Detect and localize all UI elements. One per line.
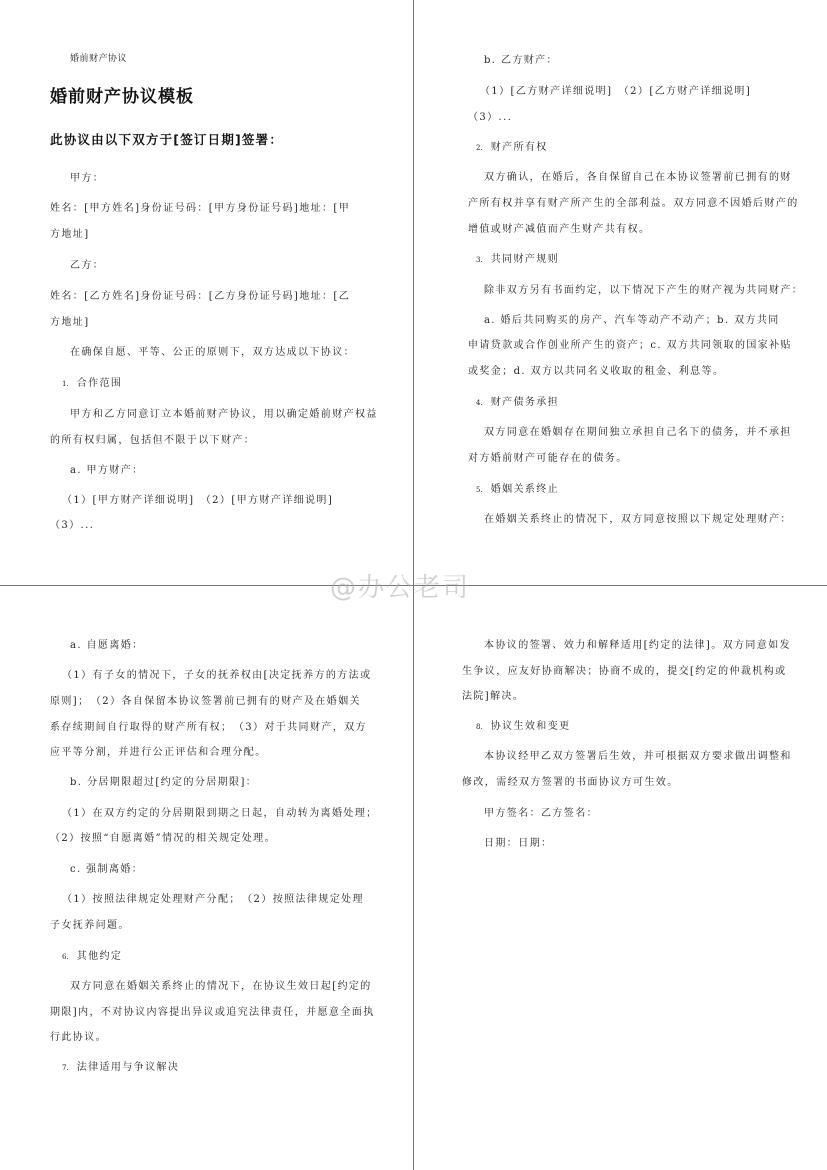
document-title: 婚前财产协议模板 bbox=[50, 87, 194, 107]
section-title: 财产债务承担 bbox=[490, 397, 560, 408]
party-a-info-line1: 姓名：[甲方姓名]身份证号码：[甲方身份证号码]地址：[甲 bbox=[50, 203, 351, 214]
party-b-label: 乙方： bbox=[70, 260, 105, 271]
paragraph-line: 双方同意在婚姻存在期间独立承担自己名下的债务，并不承担 bbox=[484, 427, 792, 438]
list-item: （1）有子女的情况下，子女的抚养权由[决定抚养方的方法或 bbox=[62, 670, 372, 681]
date-line: 日期：日期： bbox=[484, 838, 553, 849]
list-label: b. 乙方财产： bbox=[484, 55, 558, 66]
list-item: （1）按照法律规定处理财产分配； （2）按照法律规定处理 bbox=[62, 894, 364, 905]
section-title: 法律适用与争议解决 bbox=[76, 1062, 180, 1073]
section-heading bbox=[62, 947, 122, 962]
section-title: 其他约定 bbox=[76, 951, 123, 962]
intro-paragraph: 在确保自愿、平等、公正的原则下，双方达成以下协议： bbox=[70, 347, 355, 358]
paragraph-line: 在婚姻关系终止的情况下，双方同意按照以下规定处理财产： bbox=[484, 514, 792, 525]
section-title: 婚姻关系终止 bbox=[490, 484, 560, 495]
page-1 bbox=[0, 0, 413, 584]
paragraph-line: 的所有权归属，包括但不限于以下财产： bbox=[50, 435, 256, 446]
list-label: a. 甲方财产： bbox=[70, 465, 144, 476]
party-b-info-line2: 方地址] bbox=[50, 317, 90, 328]
list-item: 系存续期间自行取得的财产所有权； （3）对于共同财产，双方 bbox=[50, 722, 367, 733]
paragraph-line: 期限]内，不对协议内容提出异议或追究法律责任，并愿意全面执 bbox=[50, 1007, 375, 1018]
section-number: 7. bbox=[62, 1064, 69, 1072]
party-a-label: 甲方： bbox=[70, 173, 105, 184]
list-item: （1）[甲方财产详细说明] （2）[甲方财产详细说明] bbox=[62, 495, 334, 506]
watermark: @办公老司 bbox=[330, 573, 471, 603]
list-item: 原则]； （2）各自保留本协议签署前已拥有的财产及在婚姻关 bbox=[50, 696, 361, 707]
paragraph-line: 对方婚前财产可能存在的债务。 bbox=[468, 453, 628, 464]
document-subtitle: 此协议由以下双方于[签订日期]签署： bbox=[50, 132, 284, 147]
list-item: （1）[乙方财产详细说明] （2）[乙方财产详细说明] bbox=[480, 86, 752, 97]
paragraph-line: 行此协议。 bbox=[50, 1032, 107, 1043]
page-2 bbox=[414, 0, 827, 584]
paragraph-line: 增值或财产减值而产生财产共有权。 bbox=[468, 224, 651, 235]
list-item: （1）在双方约定的分居期限到期之日起，自动转为离婚处理； bbox=[62, 808, 378, 819]
list-label: c. 强制离婚： bbox=[70, 864, 144, 875]
section-number: 1. bbox=[62, 380, 69, 388]
section-title: 协议生效和变更 bbox=[490, 721, 571, 732]
section-heading bbox=[62, 1058, 179, 1073]
list-item: 子女抚养问题。 bbox=[50, 920, 130, 931]
section-heading bbox=[476, 138, 548, 153]
paragraph-line: 修改，需经双方签署的书面协议方可生效。 bbox=[462, 777, 679, 788]
page-header: 婚前财产协议 bbox=[70, 54, 128, 64]
section-heading bbox=[476, 393, 559, 408]
paragraph-line: a. 婚后共同购买的房产、汽车等动产不动产；b. 双方共同 bbox=[484, 315, 780, 326]
paragraph-line: 申请贷款或合作创业所产生的资产；c. 双方共同领取的国家补贴 bbox=[468, 340, 792, 351]
section-title: 财产所有权 bbox=[490, 142, 548, 153]
paragraph-line: 或奖金；d. 双方以共同名义收取的租金、利息等。 bbox=[468, 366, 725, 377]
paragraph-line: 本协议的签署、效力和解释适用[约定的法律]。双方同意如发 bbox=[484, 640, 792, 651]
paragraph-line: 法院]解决。 bbox=[462, 691, 525, 702]
page-4 bbox=[414, 586, 827, 1170]
party-a-info-line2: 方地址] bbox=[50, 229, 90, 240]
section-number: 3. bbox=[476, 256, 483, 264]
list-item: （3）... bbox=[468, 112, 513, 123]
paragraph-line: 本协议经甲乙双方签署后生效，并可根据双方要求做出调整和 bbox=[484, 751, 792, 762]
paragraph-line: 产所有权并享有财产所产生的全部利益。双方同意不因婚后财产的 bbox=[468, 198, 799, 209]
section-number: 5. bbox=[476, 486, 483, 494]
signature-line: 甲方签名：乙方签名： bbox=[484, 808, 598, 819]
paragraph-line: 双方同意在婚姻关系终止的情况下，在协议生效日起[约定的 bbox=[70, 981, 372, 992]
section-title: 合作范围 bbox=[76, 378, 123, 389]
section-heading bbox=[476, 250, 559, 265]
list-item: 应平等分割，并进行公正评估和合理分配。 bbox=[50, 747, 267, 758]
section-heading bbox=[62, 374, 122, 389]
section-heading bbox=[476, 480, 559, 495]
section-number: 2. bbox=[476, 144, 483, 152]
paragraph-line: 甲方和乙方同意订立本婚前财产协议，用以确定婚前财产权益 bbox=[70, 409, 378, 420]
section-number: 6. bbox=[62, 953, 69, 961]
list-item: （2）按照“自愿离婚”情况的相关规定处理。 bbox=[50, 833, 276, 844]
section-heading bbox=[476, 717, 571, 732]
list-label: a. 自愿离婚： bbox=[70, 640, 144, 651]
list-item: （3）... bbox=[50, 520, 95, 531]
paragraph-line: 双方确认，在婚后，各自保留自己在本协议签署前已拥有的财 bbox=[484, 172, 792, 183]
section-title: 共同财产规则 bbox=[490, 254, 560, 265]
section-number: 4. bbox=[476, 399, 483, 407]
party-b-info-line1: 姓名：[乙方姓名]身份证号码：[乙方身份证号码]地址：[乙 bbox=[50, 291, 351, 302]
page-3 bbox=[0, 586, 413, 1170]
paragraph-line: 除非双方另有书面约定，以下情况下产生的财产视为共同财产： bbox=[484, 285, 804, 296]
paragraph-line: 生争议，应友好协商解决；协商不成的，提交[约定的仲裁机构或 bbox=[462, 666, 787, 677]
section-number: 8. bbox=[476, 723, 483, 731]
list-label: b. 分居期限超过[约定的分居期限]： bbox=[70, 777, 258, 788]
